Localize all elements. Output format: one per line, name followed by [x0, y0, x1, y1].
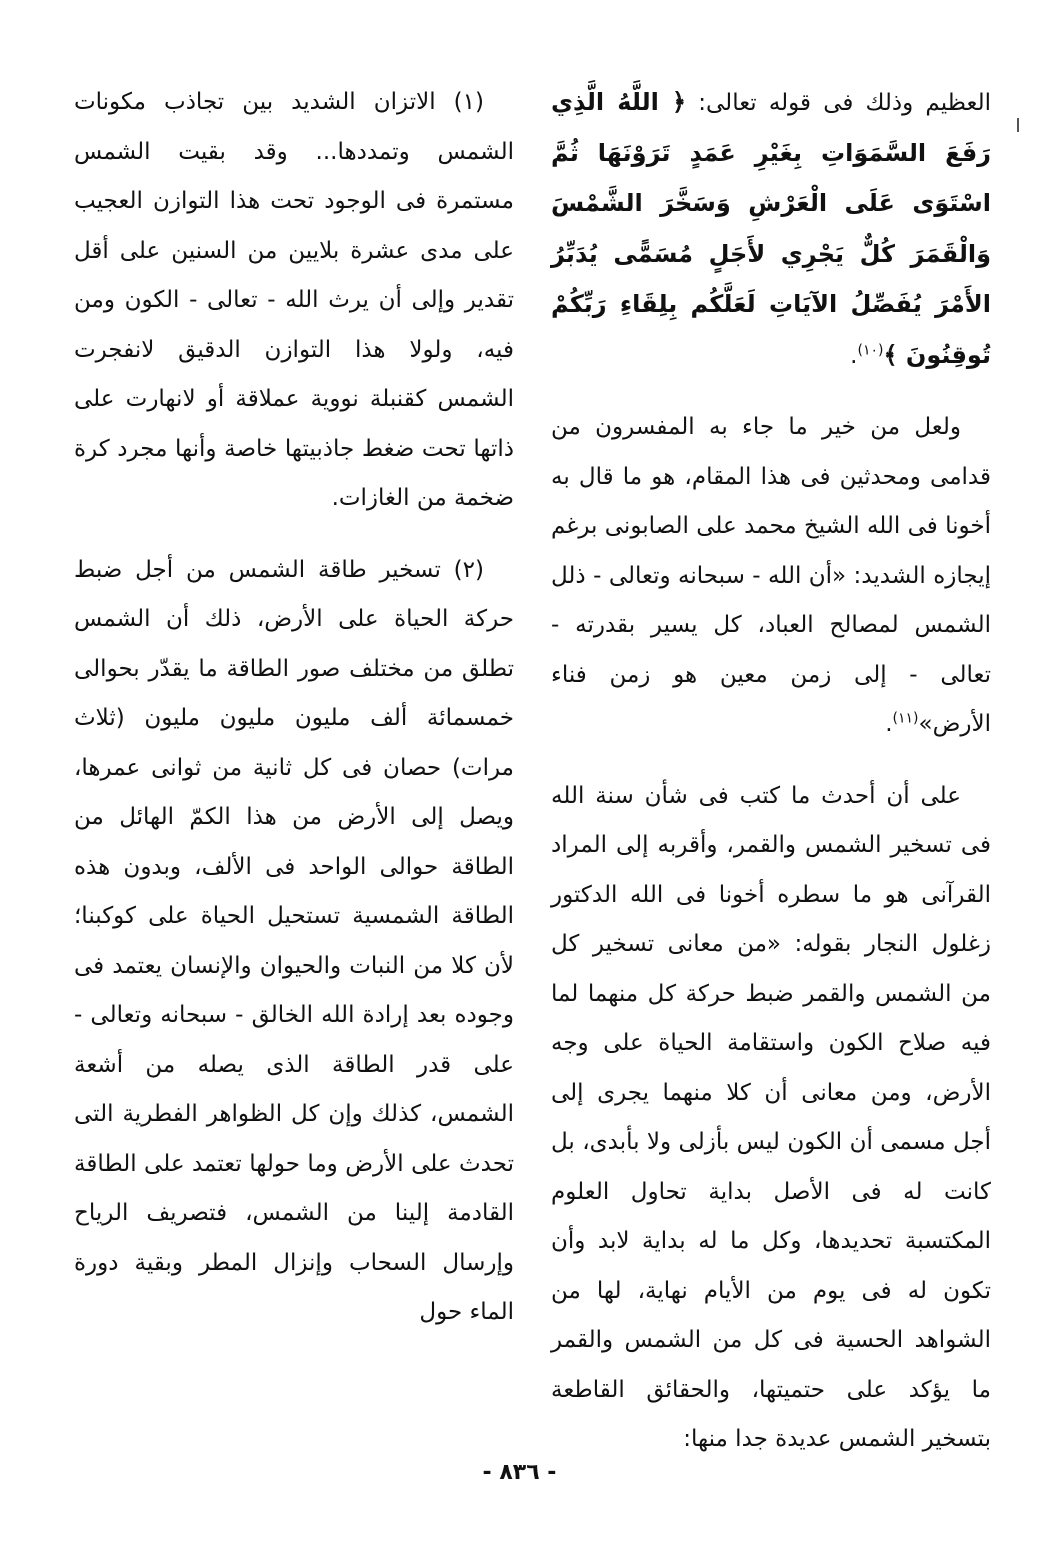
quran-citation-paragraph: [551, 78, 991, 381]
right-column: [551, 78, 991, 1465]
sabouni-paragraph: [551, 403, 991, 750]
sentence-end: .: [885, 711, 893, 737]
scan-mark: [1017, 118, 1019, 132]
list-item-balance: [74, 78, 514, 524]
page-number: - ٨٣٦ -: [482, 1460, 557, 1485]
paragraph-text: على أن أحدث ما كتب فى شأن سنة الله فى تسخير الشمس والقمر، وأقربه إلى المراد القرآنى هو ما سطره أخونا فى الله الدكتور زغلول النجار بقوله: «من معانى تسخير كل من الشمس والقمر ضبط حركة كل منهما لما فيه صلاح الكون واستقامة الحياة على وجه الأرض، ومن معانى أن كلا منهما يجرى إلى أجل مسمى أن الكون ليس بأزلى ولا بأبدى، بل كانت له فى الأصل بداية تحاول العلوم المكتسبة تحديدها، وكل ما له بداية لابد وأن تكون له فى يوم من الأيام نهاية، لها من الشواهد الحسية فى كل من الشمس والقمر ما يؤكد على حتميتها، والحقائق القاطعة بتسخير الشمس عديدة جدا منها:: [551, 782, 991, 1452]
paragraph-text: (١) الاتزان الشديد بين تجاذب مكونات الشمس وتمددها... وقد بقيت الشمس مستمرة فى الوجود تحت هذا التوازن العجيب على مدى عشرة بلايين من السنين على أقل تقدير وإلى أن يرث الله - تعالى - الكون ومن فيه، ولولا هذا التوازن الدقيق لانفجرت الشمس كقنبلة نووية عملاقة أو لانهارت على ذاتها تحت ضغط جاذبيتها خاصة وأنها مجرد كرة ضخمة من الغازات.: [74, 89, 514, 511]
paragraph-text: ولعل من خير ما جاء به المفسرون من قدامى ومحدثين فى هذا المقام، هو ما قال به أخونا فى الله الشيخ محمد على الصابونى برغم إيجازه الشديد: «أن الله - سبحانه وتعالى - ذلل الشمس لمصالح العباد، كل يسير بقدرته - تعالى - إلى زمن معين هو زمن فناء الأرض»: [551, 414, 991, 737]
najjar-paragraph: [551, 772, 991, 1465]
sentence-end: .: [850, 342, 858, 369]
left-column: [74, 78, 514, 1338]
verse-intro: العظيم وذلك فى قوله تعالى:: [686, 90, 991, 116]
paragraph-text: (٢) تسخير طاقة الشمس من أجل ضبط حركة الحياة على الأرض، ذلك أن الشمس تطلق من مختلف صور الطاقة ما يقدّر بحوالى خمسمائة ألف مليون مليون مليون (ثلاث مرات) حصان فى كل ثانية من ثوانى عمرها، ويصل إلى الأرض من هذا الكمّ الهائل من الطاقة حوالى الواحد فى الألف، وبدون هذه الطاقة الشمسية تستحيل الحياة على كوكبنا؛ لأن كلا من النبات والحيوان والإنسان يعتمد فى وجوده بعد إرادة الله الخالق - سبحانه وتعالى - على قدر الطاقة الذى يصله من أشعة الشمس، كذلك وإن كل الظواهر الفطرية التى تحدث على الأرض وما حولها تعتمد على الطاقة القادمة إلينا من الشمس، فتصريف الرياح وإرسال السحاب وإنزال المطر وبقية دورة الماء حول: [74, 556, 514, 1325]
footnote-ref: (١٠): [857, 341, 884, 358]
footnote-ref: (١١): [892, 710, 919, 727]
quran-verse: ﴿ اللَّهُ الَّذِي رَفَعَ السَّمَوَاتِ بِغَيْرِ عَمَدٍ تَرَوْنَهَا ثُمَّ اسْتَوَى عَلَى الْعَرْشِ وَسَخَّرَ الشَّمْسَ وَالْقَمَرَ كُلٌّ يَجْرِي لأَجَلٍ مُسَمًّى يُدَبِّرُ الأَمْرَ يُفَصِّلُ الآيَاتِ لَعَلَّكُم بِلِقَاءِ رَبِّكُمْ تُوقِنُونَ ﴾: [551, 88, 991, 369]
list-item-energy: [74, 546, 514, 1338]
